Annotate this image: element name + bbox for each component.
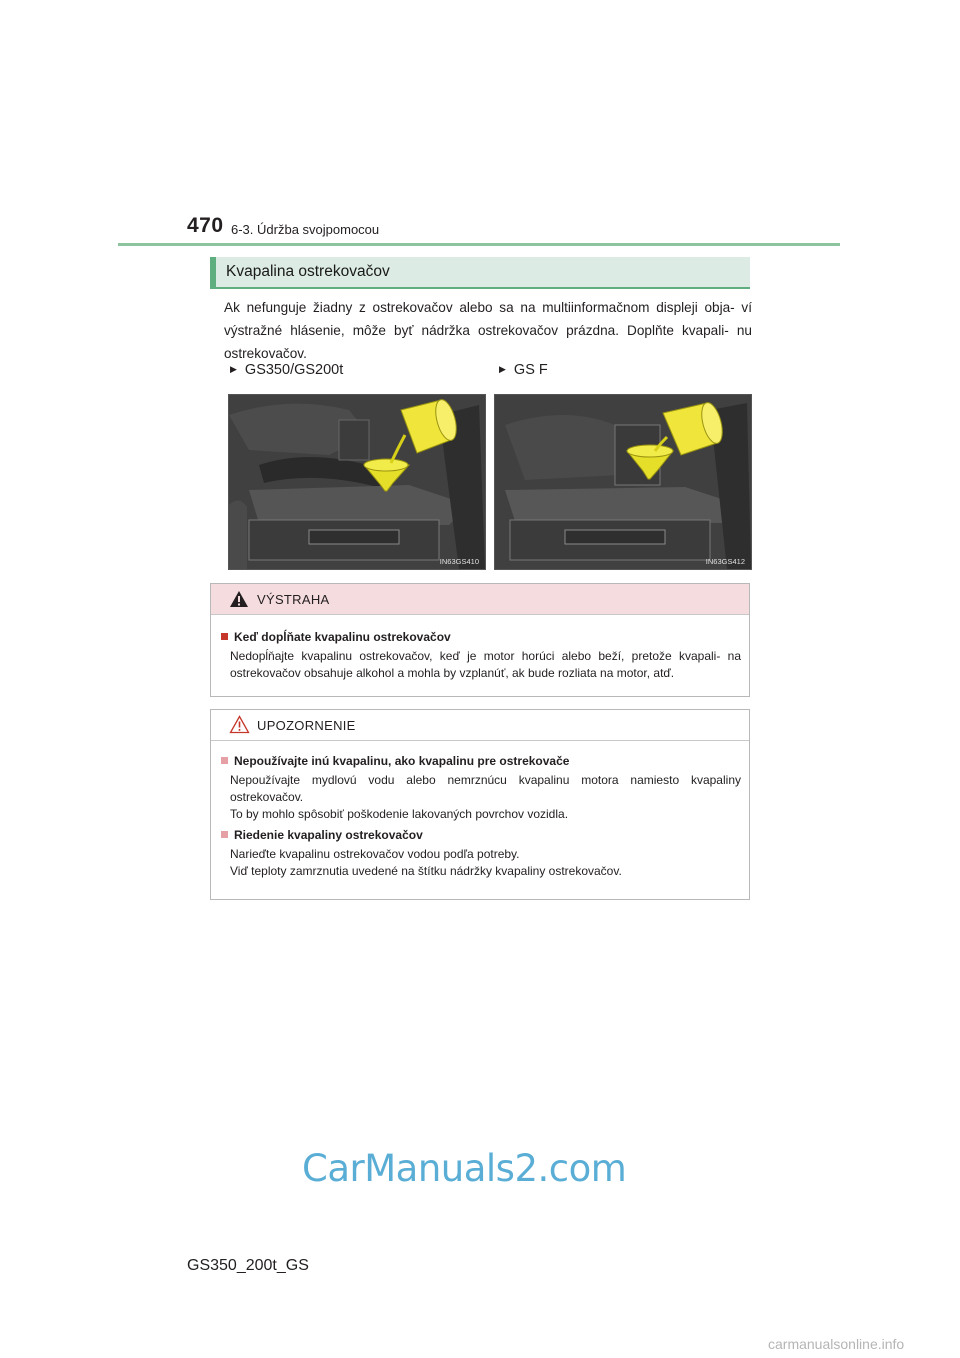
variant-label-gs350 xyxy=(230,362,343,378)
caution-item xyxy=(221,754,741,823)
warning-triangle-icon xyxy=(229,590,249,608)
section-title: Kvapalina ostrekovačov xyxy=(226,263,390,280)
warning-item-title-text: Keď dopĺňate kvapalinu ostrekovačov xyxy=(234,630,451,644)
figure-code: IN63GS412 xyxy=(705,557,745,566)
variant-label-text: GS F xyxy=(513,362,548,378)
footer-site-watermark: carmanualsonline.info xyxy=(768,1336,905,1352)
watermark-logo: CarManuals2.com xyxy=(302,1147,627,1190)
caution-item-body xyxy=(230,846,741,880)
caution-body-line: To by mohlo spôsobiť poškodenie lakovaných povrchov vozidla. xyxy=(230,807,569,821)
header-divider xyxy=(118,243,840,246)
bullet-square-icon xyxy=(221,757,228,764)
footer-model-code: GS350_200t_GS xyxy=(187,1257,309,1274)
triangle-bullet-icon: ▶ xyxy=(499,364,506,374)
caution-item-title-text: Nepoužívajte inú kvapalinu, ako kvapalinu pre ostrekovače xyxy=(234,754,570,768)
page-number: 470 xyxy=(187,214,224,237)
figure-code: IN63GS410 xyxy=(439,557,479,566)
warning-box xyxy=(210,583,750,697)
engine-bay-illustration-gs350 xyxy=(228,394,486,570)
warning-item-title xyxy=(221,630,741,644)
caution-item-title xyxy=(221,754,741,768)
caution-item-title xyxy=(221,828,741,842)
triangle-bullet-icon: ▶ xyxy=(230,364,237,374)
warning-item-body: Nedopĺňajte kvapalinu ostrekovačov, keď je motor horúci alebo beží, pretože kvapali- na ostrekovačov obsahuje alkohol a mohla by vzplanúť, ak bude rozliata na motor, atď. xyxy=(230,649,741,680)
section-heading xyxy=(210,257,750,287)
caution-header xyxy=(211,710,749,741)
engine-bay-illustration-gsf xyxy=(494,394,752,570)
warning-header xyxy=(211,584,749,615)
caution-heading: UPOZORNENIE xyxy=(257,718,356,733)
caution-body-line: Narieďte kvapalinu ostrekovačov vodou podľa potreby. xyxy=(230,847,520,861)
variant-label-text: GS350/GS200t xyxy=(244,362,344,378)
bullet-square-icon xyxy=(221,831,228,838)
caution-triangle-icon xyxy=(229,715,250,734)
variant-label-gsf xyxy=(499,362,548,378)
caution-body-line: Viď teploty zamrznutia uvedené na štítku nádržky kvapaliny ostrekovačov. xyxy=(230,864,622,878)
section-underline xyxy=(210,287,750,289)
chapter-title: 6-3. Údržba svojpomocou xyxy=(231,222,380,237)
bullet-square-icon xyxy=(221,633,228,640)
warning-item xyxy=(221,630,741,682)
intro-paragraph: Ak nefunguje žiadny z ostrekovačov alebo sa na multiinformačnom displeji obja- ví výstražné hlásenie, môže byť nádržka ostrekovačov prázdna. Doplňte kvapali- nu ostrekovačov. xyxy=(224,300,752,361)
caution-box xyxy=(210,709,750,900)
caution-item-body xyxy=(230,772,741,823)
engine-bay-drawing xyxy=(229,395,485,569)
caution-item-title-text: Riedenie kvapaliny ostrekovačov xyxy=(234,828,423,842)
caution-body-line: Nepoužívajte mydlovú vodu alebo nemrznúcu kvapalinu motora namiesto kvapaliny ostrekovačov. xyxy=(230,773,741,804)
warning-heading: VÝSTRAHA xyxy=(257,592,330,607)
engine-bay-drawing xyxy=(495,395,751,569)
caution-item xyxy=(221,828,741,880)
